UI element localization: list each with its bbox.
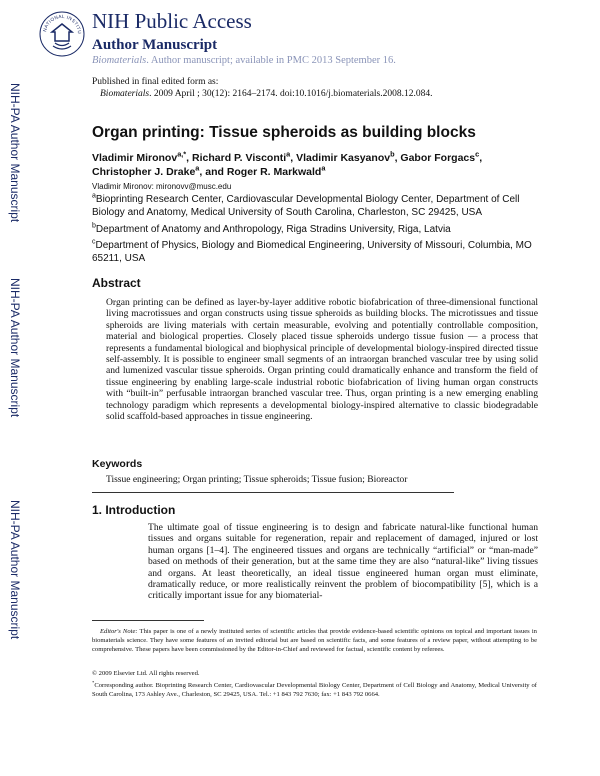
svg-text:NATIONAL INSTITUTES OF HEALTH	[38, 10, 82, 34]
affiliation-sup: b	[92, 222, 96, 230]
affiliation-text: Bioprinting Research Center, Cardiovascular Developmental Biology Center, Department of Cell Biology and Anatomy, Medical University of South Carolina, Charleston, SC 29425, USA	[92, 194, 520, 218]
corresponding-author	[92, 679, 537, 700]
authors-line-1: Vladimir Mironov$^{a,*}$, Richard P. Visconti$^a$, Vladimir Kasyanov$^b$, Gabor Forgacs$^c$,	[92, 149, 483, 164]
affiliation-c	[92, 239, 547, 265]
copyright: © 2009 Elsevier Ltd. All rights reserved.	[92, 670, 200, 677]
author-name: Christopher J. Drake	[92, 165, 196, 178]
author-name: Gabor Forgacs	[400, 152, 476, 164]
publication-journal: Biomaterials	[100, 89, 150, 99]
affiliation-b	[92, 223, 547, 236]
author-sup: a	[321, 163, 326, 172]
keywords-text: Tissue engineering; Organ printing; Tissue spheroids; Tissue fusion; Bioreactor	[106, 475, 408, 485]
author-sup: b	[390, 149, 395, 159]
editors-note	[92, 628, 537, 654]
author-name: Roger R. Markwald	[226, 165, 322, 178]
article-title: Organ printing: Tissue spheroids as building blocks	[92, 124, 476, 141]
keywords-heading: Keywords	[92, 458, 143, 470]
editors-note-text: This paper is one of a newly instituted series of scientific articles that provide evidence-based scientific opinions on topical and important issues in biomaterials science. They have some features of an invited editorial but are based on scientific facts, and some features of a review paper, without attempting to be comprehensive. These papers have been commissioned by the Editor-in-Chief and reviewed for factual, scientific content by referees.	[92, 628, 537, 653]
publication-citation-text: . 2009 April ; 30(12): 2164–2174. doi:10.1016/j.biomaterials.2008.12.084.	[149, 89, 433, 99]
author-sup: a,*	[177, 149, 187, 159]
side-watermark-1: NIH-PA Author Manuscript	[8, 83, 22, 223]
author-name: Vladimir Mironov	[92, 152, 178, 164]
section-divider	[92, 492, 454, 493]
seal-text: NATIONAL INSTITU	[42, 13, 83, 35]
publication-citation	[100, 88, 433, 100]
header-availability	[92, 54, 396, 68]
author-sup: c	[475, 149, 480, 159]
header-availability-text: . Author manuscript; available in PMC 2013 September 16.	[146, 55, 396, 66]
header-title: NIH Public Access	[92, 9, 252, 33]
affiliation-text: Department of Physics, Biology and Biomedical Engineering, University of Missouri, Columbia, MO 65211, USA	[92, 240, 532, 264]
affiliation-sup: c	[92, 238, 96, 246]
side-watermark-3: NIH-PA Author Manuscript	[8, 500, 22, 640]
abstract-heading: Abstract	[92, 276, 141, 290]
authors-line-2: Christopher J. Drake$^a$, and Roger R. Markwald$^a$	[92, 163, 326, 178]
abstract-text: Organ printing can be defined as layer-by-layer additive robotic biofabrication of three-dimensional functional living macrotissues and organ constructs using tissue spheroids as building blocks. The microtissues and tissue spheroids are living materials with certain measurable, evolving and potentially controllable composition, material and biological properties. Closely placed tissue spheroids undergo tissue fusion — a process that represents a fundamental biological and biophysical principle of developmental biology-inspired directed tissue self-assembly. It is possible to engineer small segments of an intraorgan branched vascular tree by using solid and lumenized vascular tissue spheroids. Organ printing could dramatically enhance and transform the field of tissue engineering by enabling large-scale industrial robotic biofabrication of living human organ constructs with “built-in” perfusable intraorgan branched vascular tree. Thus, organ printing is a new emerging enabling technology paradigm which represents a developmental biology-inspired alternative to classic biodegradable solid scaffold-based approaches in tissue engineering.	[106, 297, 538, 423]
introduction-text: The ultimate goal of tissue engineering is to design and fabricate natural-like functional human tissues and organs suitable for regeneration, repair and replacement of damaged, injured or lost human organs [1–4]. The engineered tissues and organs are technically “artificial” or “man-made” based on methods of their generation, but at the same time they are also “natural-like” living tissues and organs. At least theoretically, an ideal tissue engineered human organ must eliminate, dramatically reduce, or more realistically reinvent the problem of biocompatibility [5], which is a critically important issue for any biomaterial-	[148, 522, 538, 602]
affiliation-a	[92, 193, 547, 219]
author-name: Vladimir Kasyanov	[296, 152, 391, 164]
corresponding-sup: *	[92, 679, 95, 685]
author-sup: a	[286, 149, 291, 159]
published-label: Published in final edited form as:	[92, 77, 219, 87]
header-journal: Biomaterials	[92, 55, 147, 66]
editors-note-label: Editor's Note:	[100, 628, 138, 635]
corresponding-text: Corresponding author. Bioprinting Research Center, Cardiovascular Developmental Biology Center, Department of Cell Biology and Anatomy, Medical University of South Carolina, 173 Ashley Ave., Charleston, SC 29425, USA. Tel.: +1 843 792 7630; fax: +1 843 792 0664.	[92, 682, 537, 698]
author-name: Richard P. Visconti	[192, 152, 287, 164]
author-sup: a	[195, 163, 200, 172]
author-email: Vladimir Mironov: mironovv@musc.edu	[92, 182, 232, 191]
nih-seal-icon	[38, 10, 86, 58]
side-watermark-2: NIH-PA Author Manuscript	[8, 278, 22, 418]
footnote-divider	[92, 620, 204, 621]
introduction-heading: 1. Introduction	[92, 503, 176, 517]
author-list	[92, 149, 552, 179]
header-subtitle: Author Manuscript	[92, 37, 218, 53]
affiliation-sup: a	[92, 192, 96, 200]
affiliation-text: Department of Anatomy and Anthropology, Riga Stradins University, Riga, Latvia	[95, 224, 451, 235]
